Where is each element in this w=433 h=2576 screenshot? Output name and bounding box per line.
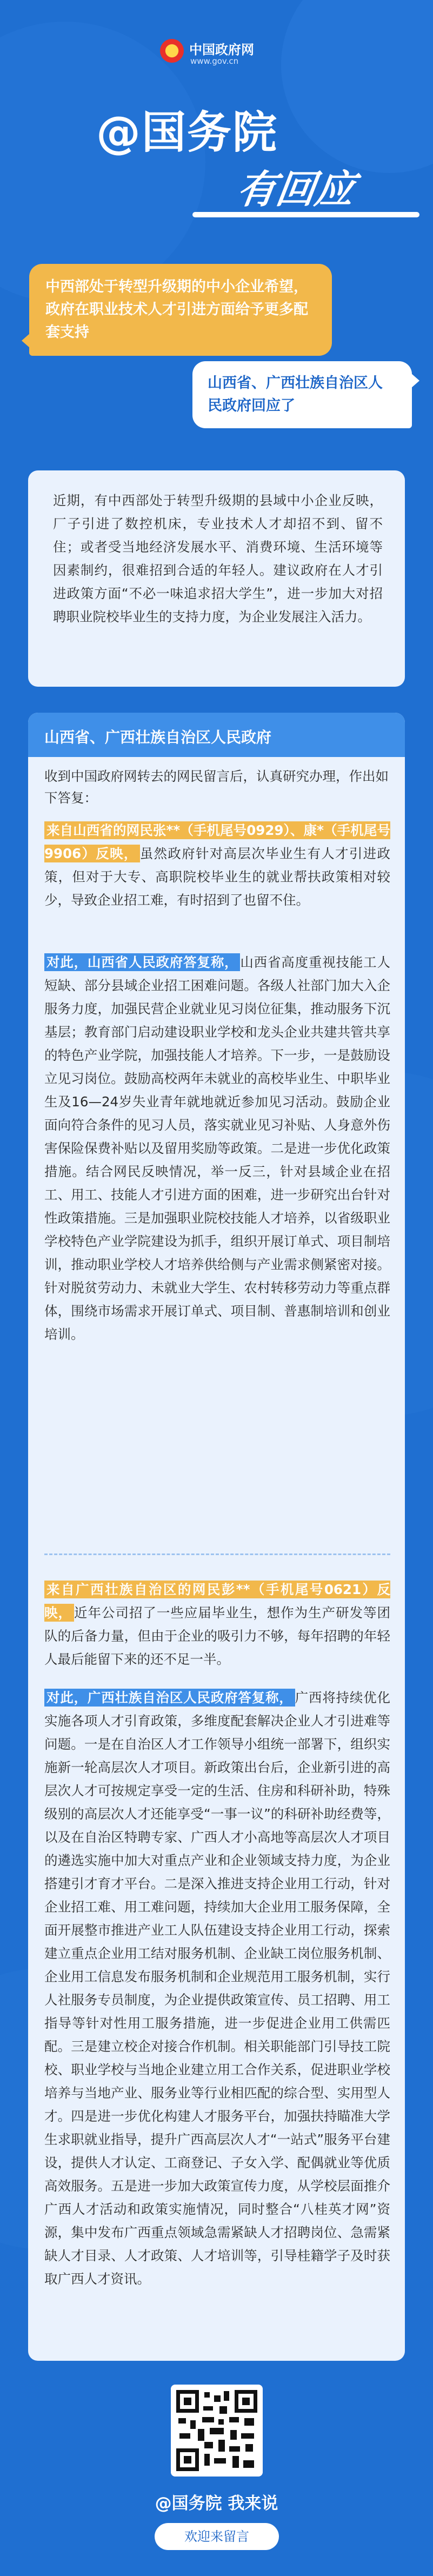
footer-title: @国务院 我来说 xyxy=(155,2494,278,2513)
intro-card xyxy=(28,470,405,687)
guangxi-answer-highlight: 对此，广西壮族自治区人民政府答复称， xyxy=(44,1689,295,1707)
shanxi-answer-text: 山西省高度重视技能工人短缺、部分县域企业招工困难问题。各级人社部门加大入企服务力度，加强民营企业就业见习岗位征集，推动服务下沉基层；教育部门启动建设职业学校和龙头企业共建共管共享的特色产业学院，加强技能人才培养。下一步，一是鼓励设立见习岗位。鼓励高校两年未就业的高校毕业生、中职毕业生及16—24岁失业青年就地就近参加见习活动。鼓励企业面向符合条件的见习人员，落实就业见习补贴、人身意外伤害保险保费补贴以及留用奖励等政策。二是进一步优化政策措施。结合网民反映情况，举一反三，针对县域企业在招工、用工、技能人才引进方面的困难，进一步研究出台针对性政策措施。三是加强职业院校技能人才培养，以省级职业学校特色产业学院建设为抓手，组织开展订单式、项目制培训，推动职业学校人才培养供给侧与产业需求侧紧密对接。针对脱贫劳动力、未就业大学生、农村转移劳动力等重点群体，围绕市场需求开展订单式、项目制、普惠制培训和创业培训。 xyxy=(44,954,390,1342)
answer-bubble xyxy=(192,361,412,428)
national-emblem-icon xyxy=(160,39,184,63)
guangxi-question xyxy=(44,1578,390,1671)
response-card xyxy=(28,713,405,2361)
question-bubble xyxy=(29,264,332,356)
shanxi-question-text: 虽然政府针对高层次毕业生有人才引进政策，但对于大专、高职院校毕业生的就业帮扶政策相对较少，导致企业招工难，有时招到了也留不住。 xyxy=(44,846,390,908)
shanxi-question-highlight: 来自山西省的网民张**（手机尾号0929）、康*（手机尾号9906）反映， xyxy=(44,822,390,861)
response-lead: 收到中国政府网转去的网民留言后，认真研究办理，作出如下答复： xyxy=(44,768,389,806)
guangxi-question-highlight: 来自广西壮族自治区的网民彭**（手机尾号0621）反映， xyxy=(44,1582,390,1621)
intro-text: 近期，有中西部处于转型升级期的县域中小企业反映，厂子引进了数控机床，专业技术人才却招不到、留不住；或者受当地经济发展水平、消费环境、生活环境等因素制约，很难招到合适的年轻人。建议政府在人才引进政策方面“不必一味追求招大学生”，进一步加大对招聘职业院校毕业生的支持力度，为企业发展注入活力。 xyxy=(53,493,383,625)
response-card-header xyxy=(28,713,405,757)
shanxi-question xyxy=(44,819,390,912)
title-underline xyxy=(192,212,419,217)
bubble-tail xyxy=(22,333,30,348)
page-header xyxy=(0,0,433,227)
bubble-tail xyxy=(411,373,419,388)
gov-site-url: www.gov.cn xyxy=(190,56,239,66)
qr-code-icon xyxy=(176,2390,257,2471)
response-card-title: 山西省、广西壮族自治区人民政府 xyxy=(44,728,272,746)
answer-bubble-text: 山西省、广西壮族自治区人民政府回应了 xyxy=(208,375,383,414)
shanxi-answer xyxy=(44,951,390,1346)
gov-site-name: 中国政府网 xyxy=(189,42,254,57)
guangxi-answer-text: 广西将持续优化实施各项人才引育政策，多维度配套解决企业人才引进难等问题。一是在自治区人才工作领导小组统一部署下，组织实施新一轮高层次人才项目。新政策出台后，企业新引进的高层次人才可按规定享受一定的生活、住房和科研补助，特殊级别的高层次人才还能享受“一事一议”的科研补助经费等，以及在自治区特聘专家、广西人才小高地等高层次人才项目的遴选实施中加大对重点产业和企业领域支持力度，为企业搭建引才育才平台。二是深入推进支持企业用工行动，针对企业招工难、用工难问题，持续加大企业用工服务保障，全面开展整市推进产业工人队伍建设支持企业用工行动，探索建立重点企业用工结对服务机制、企业缺工岗位服务机制、企业用工信息发布服务机制和企业规范用工服务机制，实行人社服务专员制度，为企业提供政策宣传、员工招聘、用工指导等针对性用工服务措施，进一步促进企业用工供需匹配。三是建立校企对接合作机制。相关职能部门引导技工院校、职业学校与当地企业建立用工合作关系，促进职业学校培养与当地产业、服务业等行业相匹配的综合型、实用型人才。四是进一步优化构建人才服务平台，加强扶持瞄准大学生求职就业指导，提升广西高层次人才“一站式”服务平台建设，提供人才认定、工商登记、子女入学、配偶就业等优质高效服务。五是进一步加大政策宣传力度，从学校层面推介广西人才活动和政策实施情况，同时整合“八桂英才网”资源，集中发布广西重点领域急需紧缺人才招聘岗位、急需紧缺人才目录、人才政策、人才培训等，引导桂籍学子及时获取广西人才资讯。 xyxy=(44,1690,390,2287)
qr-code[interactable] xyxy=(171,2385,263,2477)
guangxi-answer xyxy=(44,1686,390,2290)
page-subtitle: 有回应 xyxy=(234,166,358,212)
shanxi-answer-highlight: 对此，山西省人民政府答复称， xyxy=(44,953,240,971)
leave-message-button[interactable]: 欢迎来留言 xyxy=(155,2523,279,2550)
guangxi-question-text: 近年公司招了一些应届毕业生，想作为生产研发等团队的后备力量，但由于企业的吸引力不够，每年招聘的年轻人最后能留下来的还不足一半。 xyxy=(44,1605,391,1667)
section-divider xyxy=(44,1553,390,1555)
page-title: @国务院 xyxy=(96,107,278,158)
question-bubble-text: 中西部处于转型升级期的中小企业希望，政府在职业技术人才引进方面给予更多配套支持 xyxy=(45,278,308,341)
